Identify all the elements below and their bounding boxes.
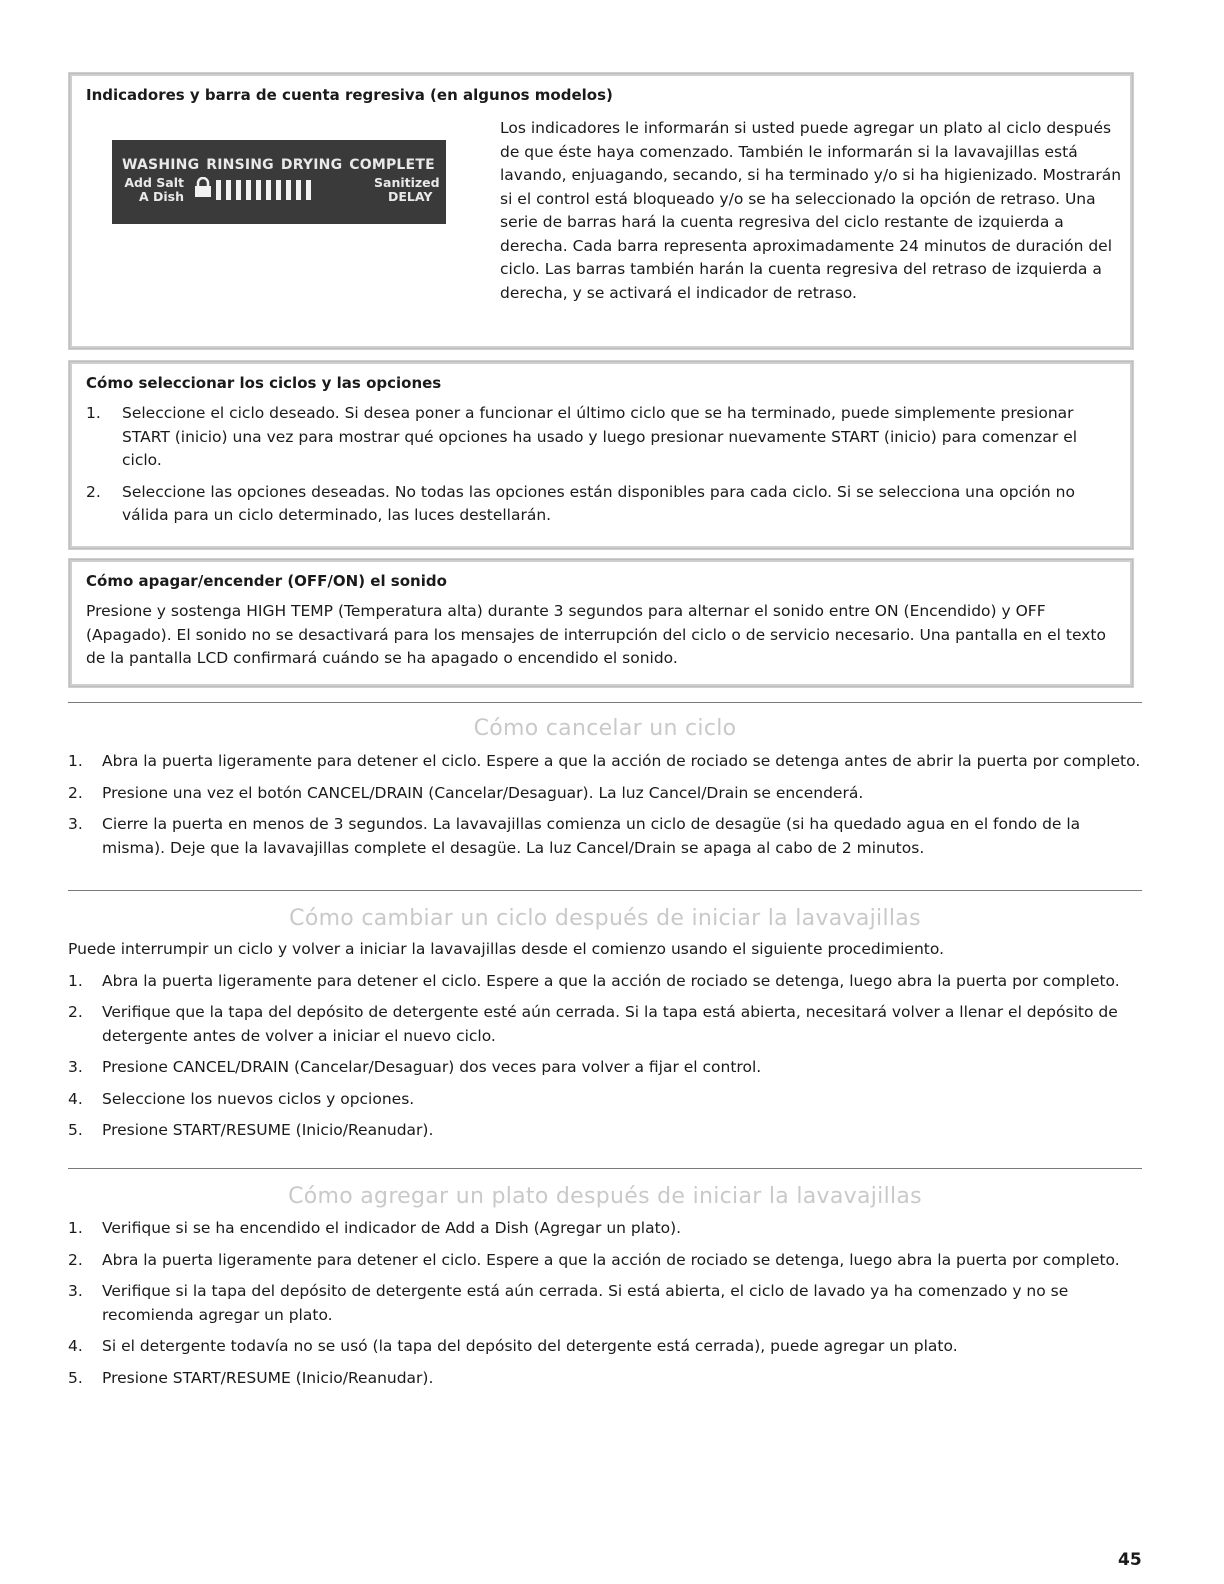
list-item: [68, 970, 1142, 994]
list-item: [68, 1367, 1142, 1391]
countdown-bar: [266, 180, 271, 200]
list-number: 1.: [68, 1219, 83, 1237]
list-number: 3.: [68, 815, 83, 833]
panel-label-add-salt: Add Salt: [124, 175, 184, 190]
list-item: [68, 1280, 1142, 1327]
list-number: 1.: [68, 971, 83, 990]
change-section-title: Cómo cambiar un ciclo después de iniciar la lavavajillas: [289, 906, 921, 931]
list-number: 2.: [86, 482, 101, 501]
list-item: [68, 1335, 1142, 1359]
divider: [68, 702, 1142, 703]
panel-label-drying: DRYING: [280, 157, 343, 173]
list-number: 4.: [68, 1089, 83, 1108]
list-item: [68, 1056, 1142, 1080]
change-intro: Puede interrumpir un ciclo y volver a iniciar la lavavajillas desde el comienzo usando el siguiente procedimiento.: [68, 940, 944, 958]
panel-label-washing: WASHING: [122, 157, 200, 173]
countdown-bar: [256, 180, 261, 200]
list-text: Cierre la puerta en menos de 3 segundos. La lavavajillas comienza un ciclo de desagüe (si ha quedado agua en el fondo de la misma). Deje que la lavavajillas complete el desagüe. La luz Cancel/Drain se apaga al cabo de 2 minutos.: [102, 815, 1081, 857]
list-text: Verifique que la tapa del depósito de detergente esté aún cerrada. Si la tapa está abierta, necesitará volver a llenar el depósito de detergente antes de volver a iniciar el nuevo ciclo.: [102, 1003, 1118, 1045]
list-text: Verifique si se ha encendido el indicador de Add a Dish (Agregar un plato).: [102, 1219, 682, 1237]
countdown-bar: [286, 180, 291, 200]
list-text: Presione START/RESUME (Inicio/Reanudar).: [102, 1368, 434, 1387]
panel-label-complete: COMPLETE: [349, 157, 435, 173]
countdown-bar: [296, 180, 301, 200]
list-item: [86, 481, 1116, 528]
indicators-title: Indicadores y barra de cuenta regresiva (en algunos modelos): [86, 86, 613, 104]
add-dish-list: [68, 1217, 1142, 1390]
countdown-bar: [236, 180, 241, 200]
list-number: 1.: [86, 404, 101, 422]
list-text: Abra la puerta ligeramente para detener el ciclo. Espere a que la acción de rociado se detenga, luego abra la puerta por completo.: [102, 971, 1120, 990]
countdown-bar: [226, 180, 231, 200]
add-dish-section-title: Cómo agregar un plato después de iniciar la lavavajillas: [288, 1184, 922, 1209]
cancel-section: [68, 750, 1142, 868]
countdown-bar: [276, 180, 281, 200]
indicators-description: Los indicadores le informarán si usted puede agregar un plato al ciclo después de que éste haya comenzado. También le informarán si la lavavajillas está lavando, enjuagando, secando, si ha terminado y/o si ha higienizado. Mostrarán si el control está bloqueado y/o se ha seleccionado la opción de retraso. Una serie de barras hará la cuenta regresiva del ciclo restante de izquierda a derecha. Cada barra representa aproximadamente 24 minutos de duración del ciclo. Las barras también harán la cuenta regresiva del retraso de izquierda a derecha, y se activará el indicador de retraso.: [500, 119, 1122, 302]
page-number: 45: [1118, 1550, 1142, 1570]
panel-label-rinsing: RINSING: [206, 157, 274, 173]
sound-title: Cómo apagar/encender (OFF/ON) el sonido: [86, 572, 447, 590]
list-text: Presione START/RESUME (Inicio/Reanudar).: [102, 1121, 434, 1139]
panel-left-indicators: [122, 176, 184, 204]
panel-label-delay: DELAY: [388, 189, 433, 204]
list-item: [68, 1217, 1142, 1241]
panel-status-labels: [122, 157, 435, 173]
list-number: 3.: [68, 1282, 83, 1300]
list-text: Verifique si la tapa del depósito de detergente está aún cerrada. Si está abierta, el ciclo de lavado ya ha comenzado y no se recomienda agregar un plato.: [102, 1282, 1069, 1324]
control-panel-image: [112, 140, 446, 224]
list-text: Abra la puerta ligeramente para detener el ciclo. Espere a que la acción de rociado se detenga antes de abrir la puerta por completo.: [102, 752, 1141, 770]
divider: [68, 1168, 1142, 1169]
countdown-bars: [216, 180, 311, 200]
list-item: [68, 1001, 1142, 1048]
sound-box: [68, 558, 1134, 688]
list-text: Abra la puerta ligeramente para detener el ciclo. Espere a que la acción de rociado se detenga, luego abra la puerta por completo.: [102, 1250, 1120, 1269]
list-item: [68, 1088, 1142, 1112]
list-text: Seleccione los nuevos ciclos y opciones.: [102, 1089, 415, 1108]
lock-icon: [194, 177, 212, 201]
list-item: [68, 1249, 1142, 1273]
list-text: Presione una vez el botón CANCEL/DRAIN (Cancelar/Desaguar). La luz Cancel/Drain se encenderá.: [102, 783, 864, 802]
list-text: Si el detergente todavía no se usó (la tapa del depósito del detergente está cerrada), puede agregar un plato.: [102, 1337, 958, 1355]
panel-right-indicators: [374, 176, 440, 204]
list-number: 3.: [68, 1058, 83, 1076]
list-item: [86, 402, 1116, 473]
list-item: [68, 813, 1142, 860]
countdown-bar: [246, 180, 251, 200]
select-cycles-title: Cómo seleccionar los ciclos y las opciones: [86, 374, 442, 392]
panel-label-a-dish: A Dish: [138, 189, 184, 204]
list-text: Presione CANCEL/DRAIN (Cancelar/Desaguar) dos veces para volver a fijar el control.: [102, 1058, 762, 1076]
list-number: 5.: [68, 1368, 83, 1387]
change-section: [68, 938, 1142, 1151]
indicators-box: [68, 72, 1134, 350]
list-number: 2.: [68, 1250, 83, 1269]
add-dish-section: [68, 1217, 1142, 1398]
select-cycles-list: [86, 402, 1116, 528]
list-number: 2.: [68, 783, 83, 802]
list-number: 5.: [68, 1121, 83, 1139]
list-number: 2.: [68, 1003, 83, 1021]
sound-text: Presione y sostenga HIGH TEMP (Temperatura alta) durante 3 segundos para alternar el sonido entre ON (Encendido) y OFF (Apagado). El sonido no se desactivará para los mensajes de interrupción del ciclo o de servicio necesario. Una pantalla en el texto de la pantalla LCD confirmará cuándo se ha apagado o encendido el sonido.: [86, 602, 1106, 667]
list-item: [68, 782, 1142, 806]
list-item: [68, 1119, 1142, 1143]
list-number: 4.: [68, 1337, 83, 1355]
list-text: Seleccione las opciones deseadas. No todas las opciones están disponibles para cada ciclo. Si se selecciona una opción no válida para un ciclo determinado, las luces destellarán.: [122, 482, 1075, 524]
panel-label-sanitized: Sanitized: [374, 175, 440, 190]
list-text: Seleccione el ciclo deseado. Si desea poner a funcionar el último ciclo que se ha terminado, puede simplemente presionar START (inicio) una vez para mostrar qué opciones ha usado y luego presionar nuevamente START (inicio) para comenzar el ciclo.: [122, 404, 1078, 469]
cancel-list: [68, 750, 1142, 860]
cancel-section-title: Cómo cancelar un ciclo: [473, 716, 737, 741]
change-list: [68, 970, 1142, 1143]
countdown-bar: [306, 180, 311, 200]
list-number: 1.: [68, 752, 83, 770]
countdown-bar: [216, 180, 221, 200]
select-cycles-box: [68, 360, 1134, 550]
list-item: [68, 750, 1142, 774]
divider: [68, 890, 1142, 891]
